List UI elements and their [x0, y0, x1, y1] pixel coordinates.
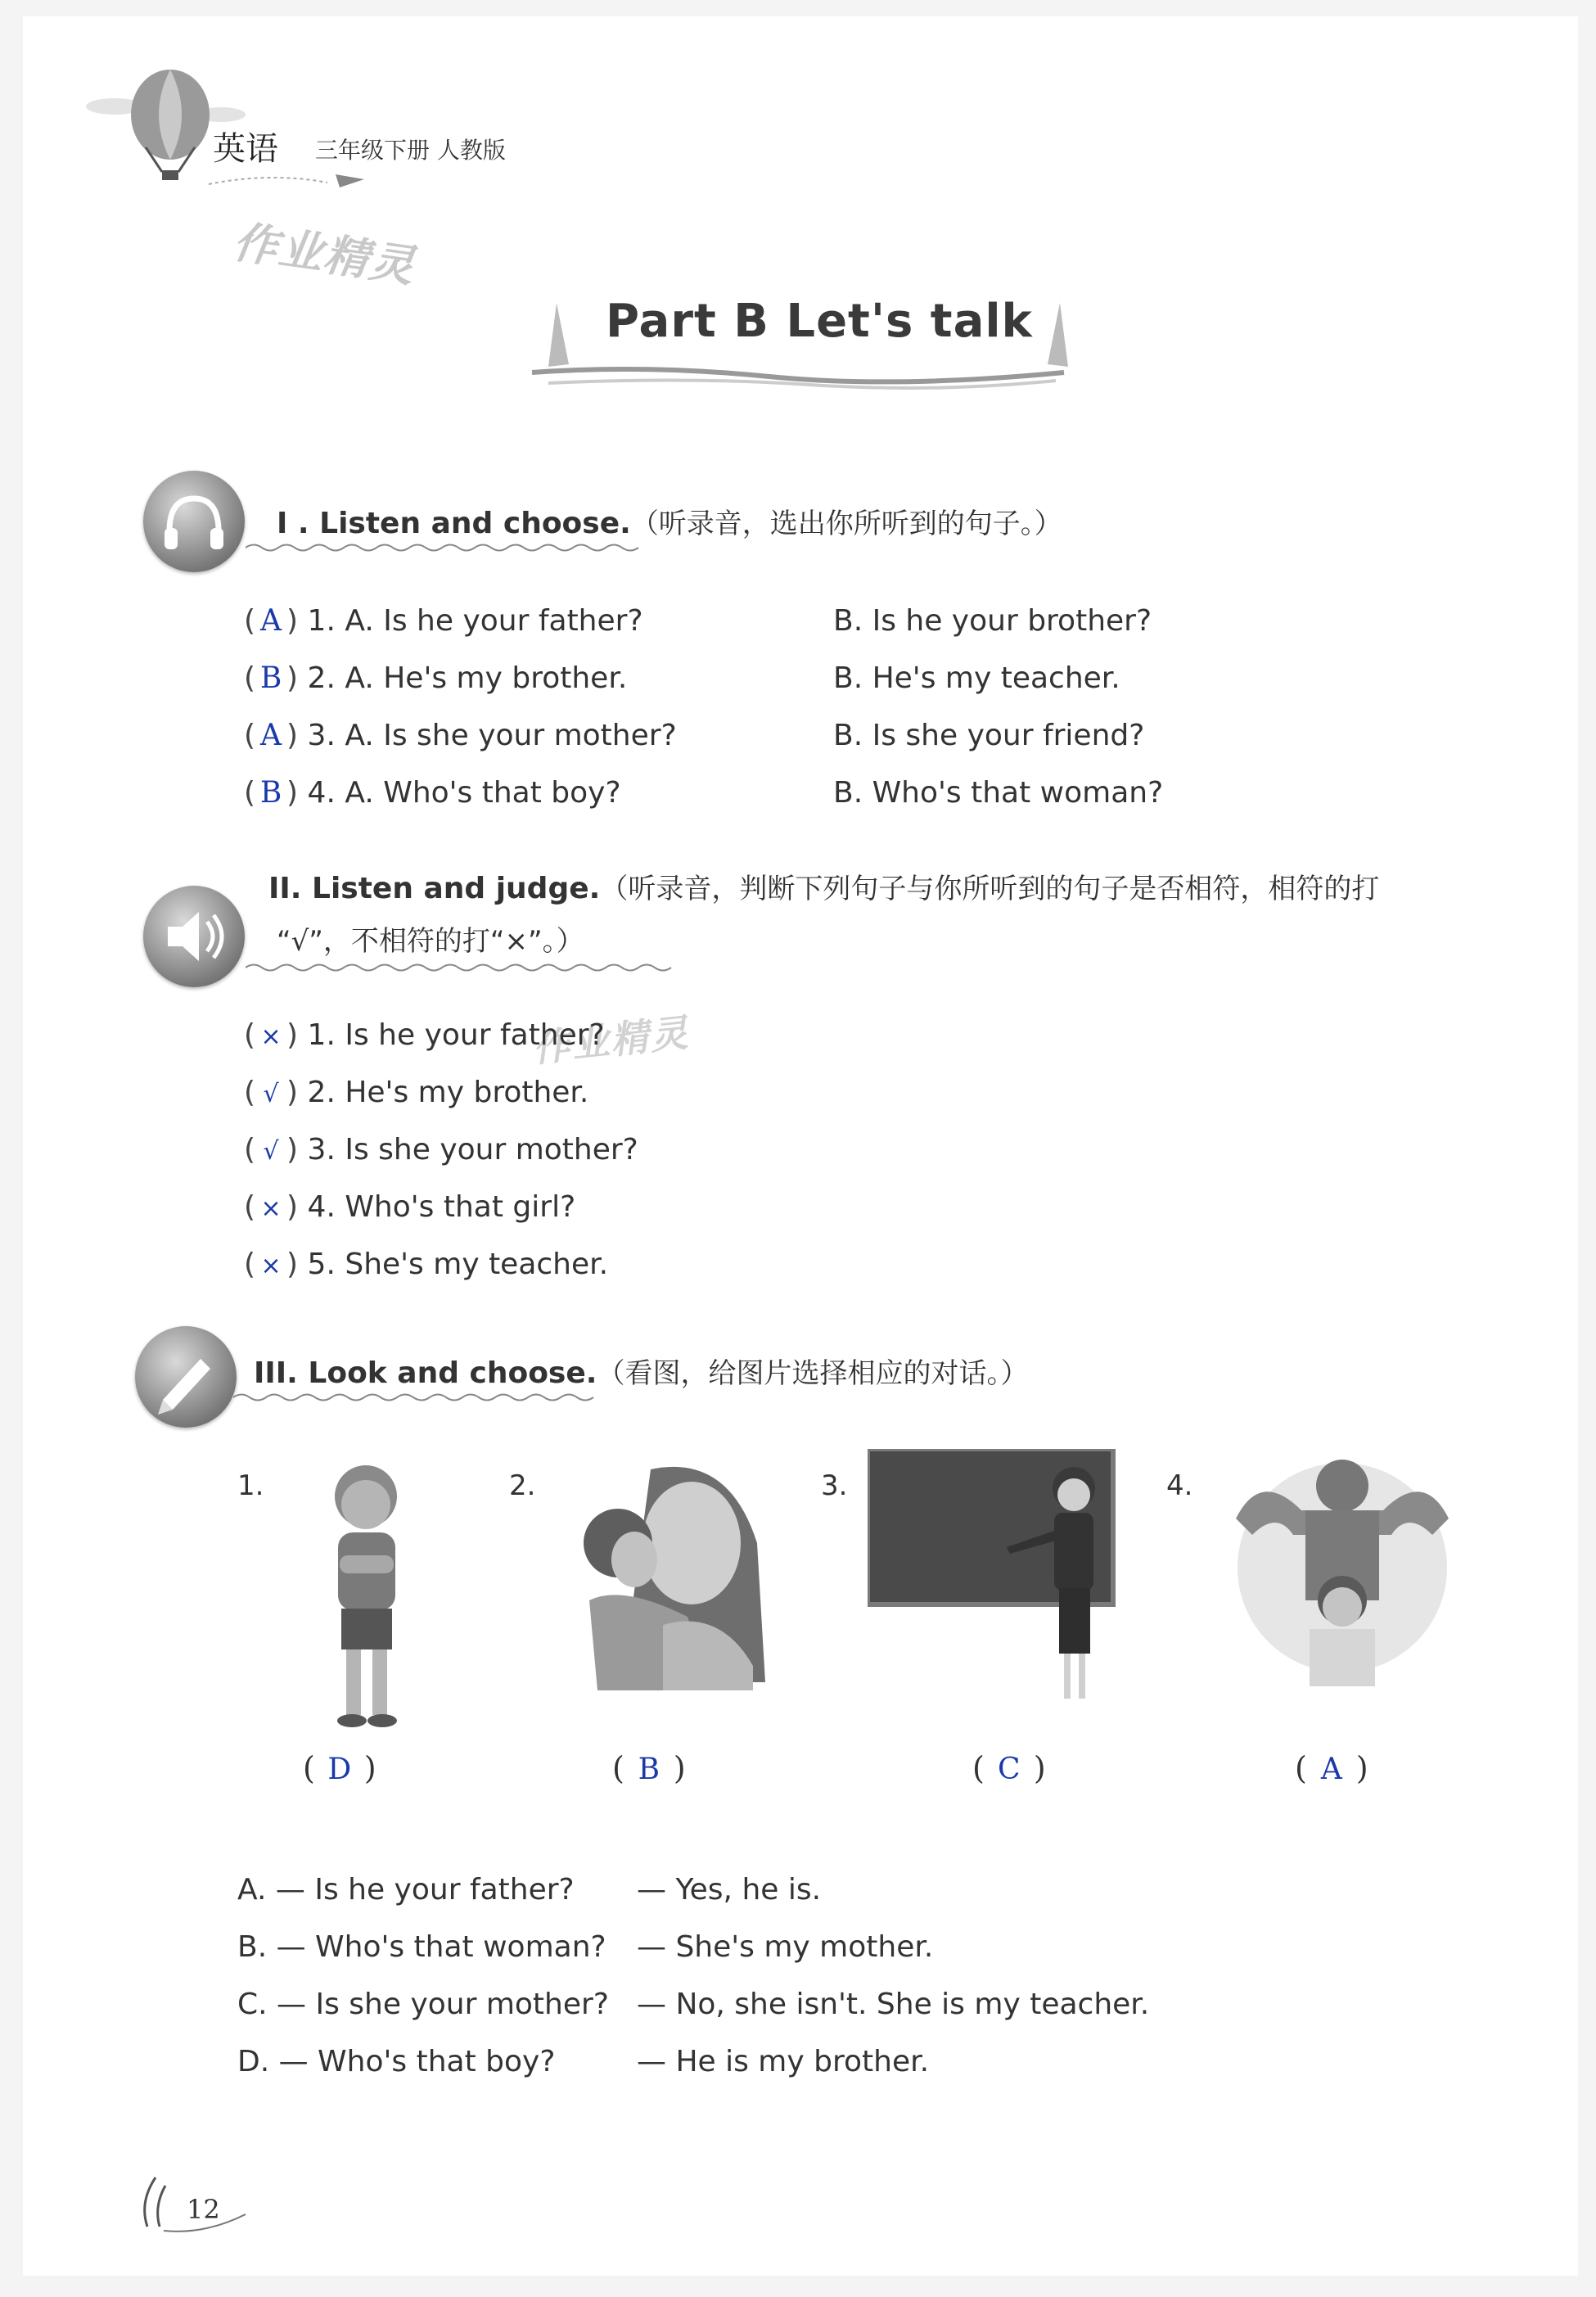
- picture-number: 2.: [509, 1469, 536, 1502]
- picture-number: 4.: [1166, 1469, 1193, 1502]
- dialog-question: C. — Is she your mother?: [237, 1988, 609, 2021]
- list-item: ( × ) 1. Is he your father?: [244, 1018, 605, 1052]
- watermark: 作业精灵: [230, 214, 419, 293]
- wave-divider: [246, 962, 679, 973]
- answer: ×: [260, 1252, 282, 1280]
- option-b: B. Who's that woman?: [833, 776, 1164, 810]
- page-title: Part B Let's talk: [606, 295, 1033, 348]
- dialog-question: D. — Who's that boy?: [237, 2045, 556, 2078]
- dialog-question: B. — Who's that woman?: [237, 1930, 606, 1964]
- answer: √: [263, 1080, 279, 1108]
- wave-divider: [233, 1392, 602, 1403]
- dialog-answer: — Yes, he is.: [637, 1873, 822, 1907]
- watermark: 作业精灵: [530, 1010, 692, 1071]
- answer: ×: [260, 1194, 282, 1223]
- list-item: ( × ) 5. She's my teacher.: [244, 1248, 609, 1281]
- section2-title: II. Listen and judge.（听录音，判断下列句子与你所听到的句子是否相符，相符的打: [268, 872, 1380, 905]
- header-grade: 三年级下册 人教版: [315, 137, 506, 164]
- wave-divider: [246, 542, 647, 553]
- picture-answer: ( C ): [972, 1750, 1046, 1786]
- picture-answer: ( B ): [612, 1750, 686, 1786]
- paper-plane-icon: [205, 168, 368, 192]
- header-subject: 英语: [213, 130, 278, 168]
- headphones-icon: [143, 471, 245, 572]
- teacher-illustration: [868, 1449, 1121, 1711]
- list-item: ( B ) 2. A. He's my brother.: [244, 661, 628, 695]
- father-son-illustration: [1228, 1445, 1465, 1707]
- answer: √: [263, 1137, 279, 1166]
- picture-number: 3.: [821, 1469, 848, 1502]
- list-item: ( × ) 4. Who's that girl?: [244, 1190, 576, 1224]
- title-banner: [524, 295, 1080, 393]
- picture-answer: ( D ): [303, 1750, 376, 1786]
- option-b: B. Is she your friend?: [833, 719, 1145, 752]
- pencil-icon: [135, 1326, 237, 1428]
- answer: ×: [260, 1022, 282, 1051]
- list-item: ( √ ) 2. He's my brother.: [244, 1076, 589, 1109]
- section2-instruction: “√”，不相符的打“×”。）: [277, 925, 584, 958]
- list-item: ( √ ) 3. Is she your mother?: [244, 1133, 638, 1167]
- boy-illustration: [315, 1457, 422, 1735]
- picture-answer: ( A ): [1295, 1750, 1368, 1786]
- section1-title: I . Listen and choose.（听录音，选出你所听到的句子。）: [277, 507, 1062, 540]
- answer: B: [259, 776, 282, 810]
- option-b: B. He's my teacher.: [833, 661, 1120, 695]
- mother-hug-illustration: [573, 1453, 773, 1699]
- dialog-question: A. — Is he your father?: [237, 1873, 575, 1907]
- page-number: 12: [187, 2194, 220, 2225]
- list-item: ( A ) 3. A. Is she your mother?: [244, 719, 677, 752]
- picture-number: 1.: [237, 1469, 264, 1502]
- answer: B: [259, 661, 282, 695]
- list-item: ( B ) 4. A. Who's that boy?: [244, 776, 621, 810]
- section3-title: III. Look and choose.（看图，给图片选择相应的对话。）: [254, 1356, 1029, 1390]
- dialog-answer: — He is my brother.: [637, 2045, 930, 2078]
- list-item: ( A ) 1. A. Is he your father?: [244, 604, 643, 638]
- answer: A: [260, 604, 282, 638]
- dialog-answer: — She's my mother.: [637, 1930, 934, 1964]
- option-b: B. Is he your brother?: [833, 604, 1152, 638]
- speaker-icon: [143, 886, 245, 987]
- dialog-answer: — No, she isn't. She is my teacher.: [637, 1988, 1150, 2021]
- answer: A: [260, 719, 282, 752]
